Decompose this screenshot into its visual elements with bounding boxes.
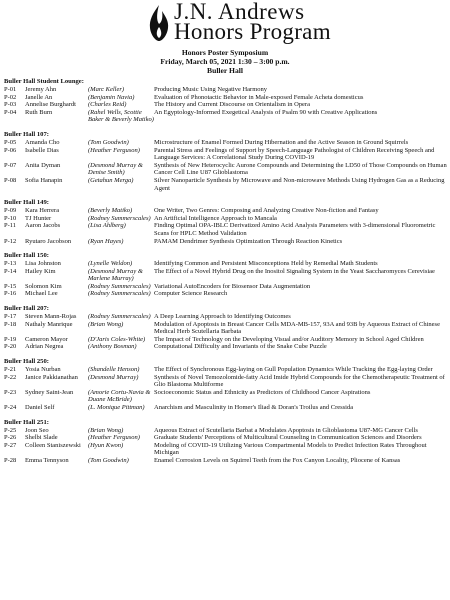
poster-title: Modulation of Apoptosis in Breast Cancer Cells MDA-MB-157, 93A and 93B by Aqueous Extract of Chinese Medical Herb Scutellaria Barbata [154, 320, 440, 336]
presenter-name: Aaron Jacobs [25, 222, 61, 230]
poster-row [4, 222, 448, 237]
poster-id: P-24 [4, 404, 17, 411]
poster-row [4, 268, 448, 283]
presenter-name: Adrian Negrea [25, 343, 64, 351]
poster-title: Computer Science Research [154, 290, 228, 298]
poster-id: P-10 [4, 214, 17, 222]
poster-id: P-12 [4, 237, 17, 245]
poster-title: PAMAM Dendrimer Synthesis Optimization Through Reaction Kinetics [154, 237, 343, 245]
poster-title: The Impact of Technology on the Developing Visual and/or Auditory Memory in School Aged Children [154, 335, 424, 343]
poster-row [4, 162, 448, 177]
presenter-name: Jeremy Ahn [25, 86, 57, 93]
poster-title: The Effect of Synchronous Egg-laying on Gull Population Dynamics While Tracking the Egg-laying Order [154, 366, 433, 374]
poster-row [4, 427, 448, 435]
poster-id: P-07 [4, 161, 17, 169]
presenter-name: Annelise Burghardt [25, 101, 76, 109]
poster-row [4, 260, 448, 268]
advisor-name: (Shandelle Henson) [88, 366, 140, 374]
poster-row [4, 290, 448, 298]
poster-row [4, 336, 448, 344]
poster-id: P-21 [4, 366, 17, 374]
poster-title: Socioeconomic Status and Ethnicity as Predictors of Childhood Cancer Aspirations [154, 388, 371, 396]
room-section [4, 199, 448, 245]
presenter-name: Sofia Hanapin [25, 176, 63, 184]
poster-id: P-28 [4, 456, 17, 464]
presenter-name: Lisa Johnston [25, 260, 61, 268]
poster-title: An Artificial Intelligence Approach to Mancala [154, 214, 277, 222]
poster-title: Silver Nanoparticle Synthesis by Microwave and Non-microwave Methods Using Hydrogen Gas as a Reducing Agent [154, 176, 445, 192]
presenter-name: Steven Mann-Rojas [25, 313, 77, 321]
presenter-name: Colleen Staniszewski [25, 441, 81, 449]
presenter-name: Daniel Self [25, 404, 55, 411]
room-heading: Buller Hall 251: [4, 418, 49, 426]
poster-id: P-13 [4, 260, 17, 268]
event-title: Honors Poster Symposium [181, 48, 269, 57]
poster-title: Computational Difficulty and Invariants of the Snake Cube Puzzle [154, 343, 327, 351]
poster-row [4, 321, 448, 336]
poster-title: The History and Current Discourse on Orientalism in Opera [154, 101, 310, 109]
presenter-name: Amanda Cho [25, 138, 60, 146]
advisor-name: (Rodney Summerscales) [88, 214, 151, 222]
poster-row [4, 139, 448, 147]
poster-title: One Writer, Two Genres: Composing and Analyzing Creative Non-fiction and Fantasy [154, 207, 379, 215]
advisor-name: (Marc Keller) [88, 86, 125, 93]
poster-row [4, 283, 448, 291]
poster-row [4, 374, 448, 389]
room-section [4, 252, 448, 298]
poster-title: Graduate Students' Perceptions of Multicultural Counseling in Communication Sciences and Disorders [154, 434, 422, 442]
poster-title: Finding Optimal OPA-IBLC Derivatized Amino Acid Analysis Parameters with 3-dimensional Fluorometric Scans for HPLC Method Validation [154, 222, 436, 237]
flame-logo-icon [148, 4, 170, 42]
presenter-name: Yosia Nurban [25, 366, 61, 374]
poster-id: P-04 [4, 108, 17, 116]
poster-id: P-22 [4, 373, 17, 381]
advisor-name: (Brian Wong) [88, 320, 124, 328]
poster-id: P-26 [4, 434, 17, 442]
poster-row [4, 389, 448, 404]
poster-id: P-20 [4, 343, 17, 351]
presenter-name: TJ Hunter [25, 214, 52, 222]
poster-title: Synthesis of New Heterocyclic Aurone Compounds and Determining the LD50 of Those Compounds on Human Cancer Cell Line U87 Glioblastoma [154, 161, 447, 177]
room-section [4, 78, 448, 124]
presenter-name: Janelle An [25, 93, 53, 101]
poster-id: P-17 [4, 313, 17, 321]
room-heading: Buller Hall 149: [4, 199, 49, 207]
poster-title: Aqueous Extract of Scutellaria Barbat a Modulates Apoptosis in Glioblastoma U87-MG Cancer Cells [154, 426, 418, 434]
presenter-name: Janice Pakkianathan [25, 373, 78, 381]
poster-id: P-09 [4, 207, 17, 215]
advisor-name: (Tom Goodwin) [88, 138, 129, 146]
poster-id: P-01 [4, 86, 17, 93]
advisor-name: (Rodney Summerscales) [88, 290, 151, 298]
poster-title: An Egyptology-Informed Exegetical Analysis of Psalm 90 with Creative Applications [154, 108, 378, 116]
room-heading: Buller Hall 207: [4, 305, 49, 313]
advisor-name: (Rahel Wells, Scottie Baker & Beverly Matiko) [88, 108, 154, 124]
poster-title: Identifying Common and Persistent Misconceptions Held by Remedial Math Students [154, 260, 378, 268]
presenter-name: Ryutaro Jacobson [25, 237, 72, 245]
poster-list [4, 78, 448, 472]
presenter-name: Hailey Kim [25, 267, 56, 275]
presenter-name: Michael Lee [25, 290, 58, 298]
room-heading: Buller Hall Student Lounge: [4, 78, 84, 85]
advisor-name: (Amorie Cortu-Navia & Duane McBride) [88, 388, 151, 404]
presenter-name: Isabelle Dias [25, 146, 59, 154]
poster-title: Anarchism and Masculinity in Homer's Iliad & Doran's Troilus and Cressida [154, 404, 354, 411]
brand-name: J.N. Andrews [174, 0, 305, 24]
poster-id: P-25 [4, 426, 17, 434]
poster-id: P-08 [4, 176, 17, 184]
advisor-name: (Rodney Summerscales) [88, 313, 151, 321]
advisor-name: (L. Monique Pittman) [88, 404, 145, 411]
poster-row [4, 86, 448, 94]
event-location: Buller Hall [207, 66, 243, 75]
presenter-name: Sydney Saint-Jean [25, 388, 74, 396]
advisor-name: (Anthony Bosman) [88, 343, 137, 351]
poster-row [4, 313, 448, 321]
poster-row [4, 366, 448, 374]
event-date: Friday, March 05, 2021 1:30 – 3:00 p.m. [160, 57, 290, 66]
poster-row [4, 238, 448, 246]
poster-id: P-14 [4, 267, 17, 275]
poster-id: P-18 [4, 320, 17, 328]
presenter-name: Emma Tennyson [25, 456, 69, 464]
advisor-name: (Beverly Matiko) [88, 207, 133, 215]
presenter-name: Kara Herrera [25, 207, 60, 215]
poster-row [4, 177, 448, 192]
advisor-name: (Desmond Murray & Marlene Murray) [88, 267, 143, 283]
advisor-name: (Brian Wong) [88, 426, 124, 434]
poster-id: P-11 [4, 222, 17, 230]
advisor-name: (Desmond Murray) [88, 373, 139, 381]
poster-row [4, 215, 448, 223]
poster-row [4, 109, 448, 124]
advisor-name: (Benjamin Navia) [88, 93, 135, 101]
poster-row [4, 404, 448, 412]
poster-title: A Deep Learning Approach to Identifying Outcomes [154, 313, 291, 321]
poster-title: Producing Music Using Negative Harmony [154, 86, 268, 93]
room-section [4, 305, 448, 351]
poster-row [4, 147, 448, 162]
poster-row [4, 457, 448, 465]
advisor-name: (Heather Ferguson) [88, 434, 140, 442]
presenter-name: Ruth Burn [25, 108, 53, 116]
room-section [4, 131, 448, 192]
room-heading: Buller Hall 150: [4, 252, 49, 260]
poster-title: The Effect of a Novel Hybrid Drug on the Inositol Signaling System in the Yeast Saccharomyces Cerevisiae [154, 267, 435, 275]
room-heading: Buller Hall 250: [4, 358, 49, 366]
poster-id: P-02 [4, 93, 17, 101]
room-heading: Buller Hall 107: [4, 130, 49, 138]
advisor-name: (Heather Ferguson) [88, 146, 140, 154]
poster-id: P-19 [4, 335, 17, 343]
poster-id: P-05 [4, 138, 17, 146]
advisor-name: (Hyun Kwon) [88, 441, 124, 449]
room-section [4, 358, 448, 412]
poster-title: Modeling of COVID-19 Utilizing Various Compartmental Models to Predict Infection Rates Throughout Michigan [154, 441, 427, 457]
presenter-name: Cameron Mayor [25, 335, 68, 343]
presenter-name: Anita Dyman [25, 161, 61, 169]
presenter-name: Shelbi Slade [25, 434, 58, 442]
advisor-name: (Desmond Murray & Denise Smith) [88, 161, 143, 177]
advisor-name: (Charles Reid) [88, 101, 127, 109]
advisor-name: (Tom Goodwin) [88, 456, 129, 464]
advisor-name: (Rodney Summerscales) [88, 282, 151, 290]
presenter-name: Solomon Kim [25, 282, 62, 290]
advisor-name: (Getahun Merga) [88, 176, 134, 184]
poster-row [4, 101, 448, 109]
advisor-name: (Ryan Hayes) [88, 237, 124, 245]
poster-title: Variational AutoEncoders for Biosensor Data Augmentation [154, 282, 311, 290]
poster-title: Synthesis of Novel Temozolomide-fatty Acid Imide Hybrid Compounds for the Chemotherapeutic Treatment of Glio Blastoma Multiforme [154, 373, 445, 389]
poster-id: P-27 [4, 441, 17, 449]
poster-id: P-16 [4, 290, 17, 298]
poster-title: Parental Stress and Feelings of Support by Speech-Language Pathologist of Children Receiving Speech and Language Services: A Correlational Study During COVID-19 [154, 146, 435, 162]
presenter-name: Joon Seo [25, 426, 49, 434]
poster-id: P-15 [4, 282, 17, 290]
poster-id: P-06 [4, 146, 17, 154]
advisor-name: (Lynelle Weldon) [88, 260, 133, 268]
poster-row [4, 94, 448, 102]
poster-row [4, 207, 448, 215]
header [0, 0, 450, 46]
poster-title: Microstructure of Enamel Formed During Hibernation and the Active Season in Ground Squirrels [154, 138, 409, 146]
advisor-name: (Lisa Ahlberg) [88, 222, 126, 230]
presenter-name: Nathaly Manrique [25, 320, 73, 328]
poster-id: P-23 [4, 388, 17, 396]
poster-title: Enamel Corrosion Levels on Squirrel Teeth from the Fox Canyon Locality, Pliocene of Kansas [154, 456, 401, 464]
poster-row [4, 434, 448, 442]
poster-title: Evaluation of Phonotactic Behavior in Male-exposed Female Acheta domesticus [154, 93, 364, 101]
poster-id: P-03 [4, 101, 17, 109]
poster-row [4, 343, 448, 351]
room-section [4, 419, 448, 465]
brand-program: Honors Program [174, 19, 331, 44]
poster-row [4, 442, 448, 457]
advisor-name: (D'Jaris Coles-White) [88, 335, 146, 343]
